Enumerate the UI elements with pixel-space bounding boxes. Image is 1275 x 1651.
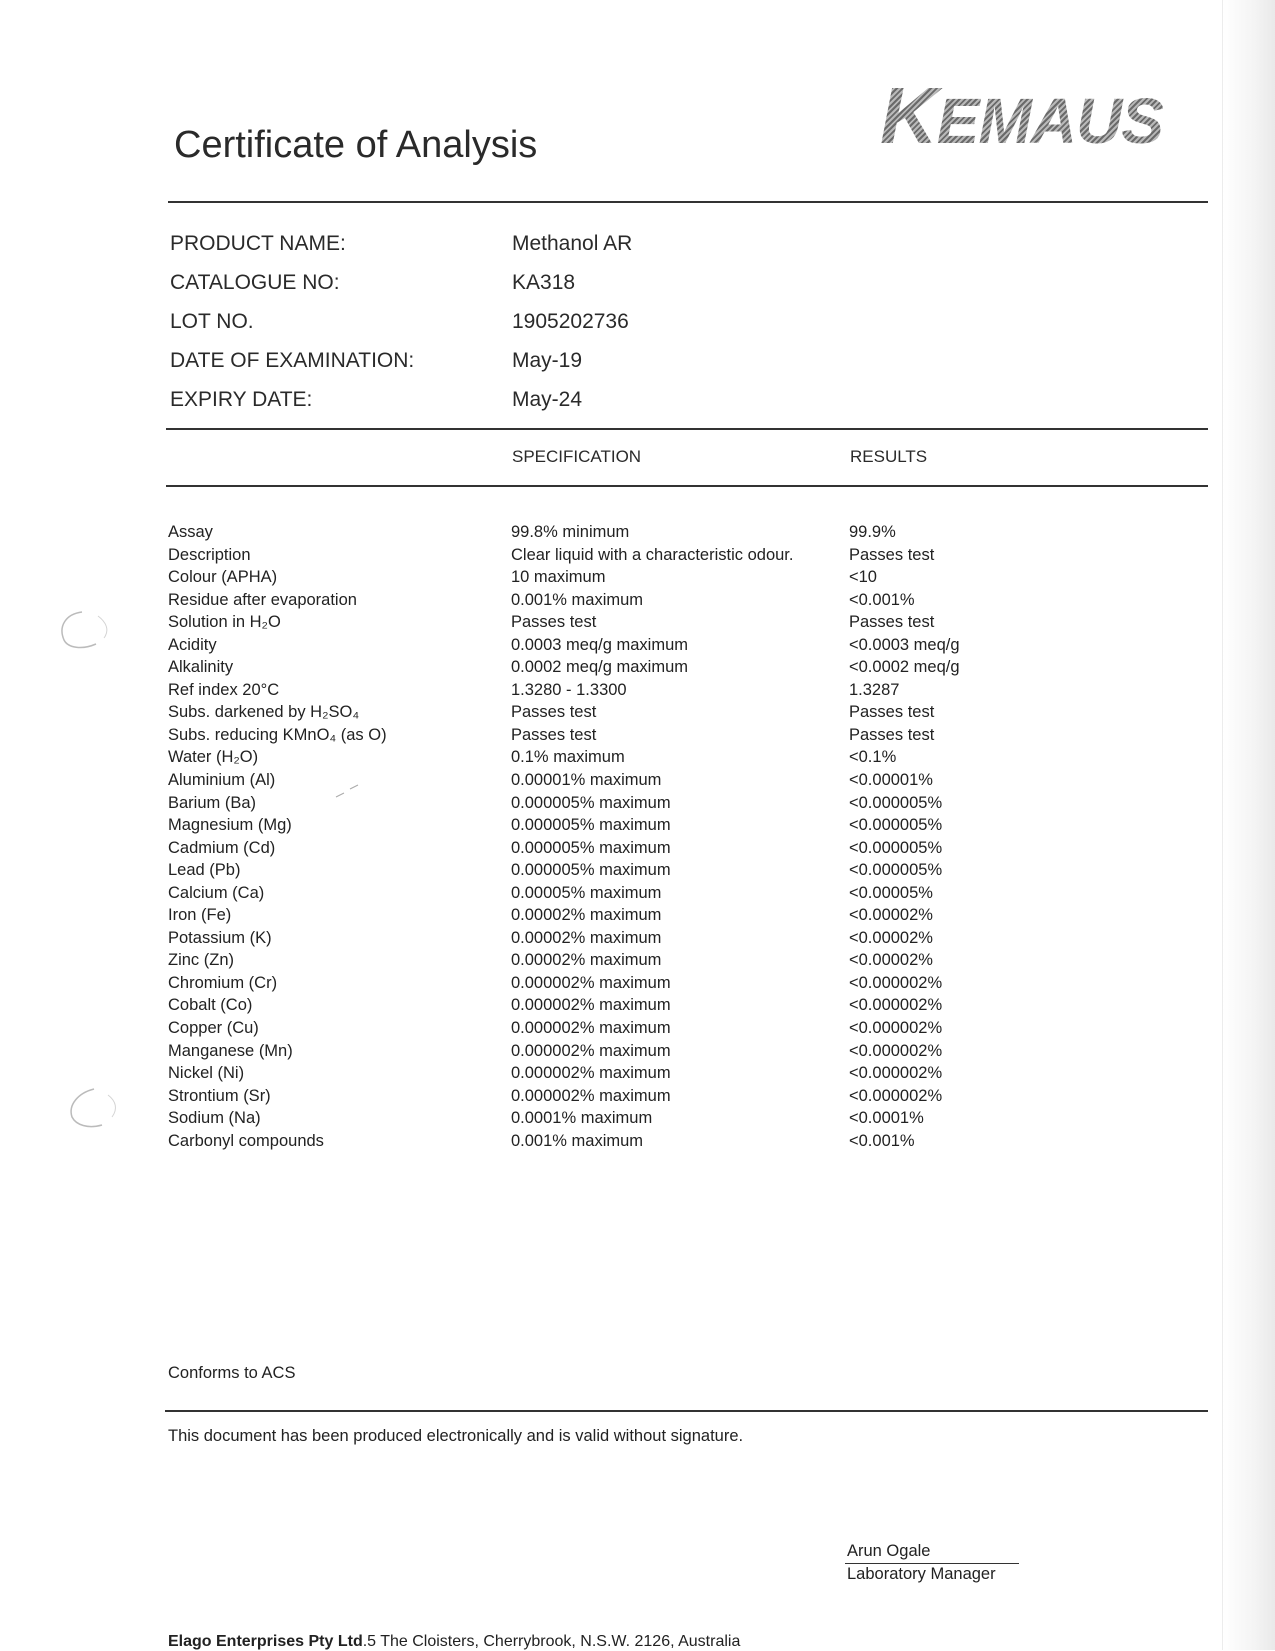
catalogue-no-label: CATALOGUE NO:: [170, 271, 340, 294]
specification-value: 0.000002% maximum: [511, 1086, 671, 1105]
result-value: Passes test: [849, 725, 935, 744]
result-value: Passes test: [849, 613, 935, 632]
table-row: [168, 1109, 1028, 1132]
table-row: [168, 591, 1028, 614]
test-name: Magnesium (Mg): [168, 816, 292, 835]
test-name: Zinc (Zn): [168, 951, 234, 970]
punch-hole-mark: [52, 606, 122, 654]
test-name: Cobalt (Co): [168, 996, 253, 1015]
result-value: <0.001%: [849, 1131, 915, 1150]
specification-value: 0.00002% maximum: [511, 906, 662, 925]
table-row: [168, 794, 1028, 817]
specification-value: 0.1% maximum: [511, 748, 625, 767]
test-name: Ref index 20°C: [168, 680, 280, 699]
specification-value: 0.00001% maximum: [511, 771, 662, 790]
table-row: [168, 951, 1028, 974]
results-header: RESULTS: [850, 447, 928, 466]
test-name: Sodium (Na): [168, 1109, 261, 1128]
test-name: Alkalinity: [168, 658, 234, 677]
result-value: <0.000005%: [849, 838, 943, 857]
test-name: Chromium (Cr): [168, 973, 278, 992]
lot-no-label: LOT NO.: [170, 310, 254, 333]
table-row: [168, 884, 1028, 907]
specification-value: 1.3280 - 1.3300: [511, 680, 627, 699]
test-name: Copper (Cu): [168, 1019, 259, 1038]
test-name: Carbonyl compounds: [168, 1131, 324, 1150]
table-row: [168, 658, 1028, 681]
table-row: [168, 681, 1028, 704]
specification-value: 0.000005% maximum: [511, 793, 671, 812]
signature-line: [845, 1563, 1019, 1564]
test-name: Description: [168, 545, 251, 564]
test-name: Barium (Ba): [168, 793, 257, 812]
test-name: Subs. reducing KMnO₄ (as O): [168, 725, 387, 744]
date-of-examination-value: May-19: [512, 349, 583, 372]
specification-value: 0.000005% maximum: [511, 816, 671, 835]
table-row: [168, 1132, 1028, 1155]
catalogue-no-value: KA318: [512, 271, 576, 294]
result-value: <0.0002 meq/g: [849, 658, 960, 677]
result-value: Passes test: [849, 545, 935, 564]
specification-value: 0.00005% maximum: [511, 883, 662, 902]
table-row: [168, 839, 1028, 862]
test-name: Colour (APHA): [168, 568, 278, 587]
specification-header: SPECIFICATION: [512, 447, 642, 466]
test-name: Residue after evaporation: [168, 590, 357, 609]
table-row: [168, 996, 1028, 1019]
test-name: Cadmium (Cd): [168, 838, 276, 857]
table-row: [168, 726, 1028, 749]
table-row: [168, 523, 1028, 546]
signatory-title: Laboratory Manager: [847, 1565, 996, 1583]
result-value: Passes test: [849, 703, 935, 722]
specification-value: Passes test: [511, 725, 597, 744]
result-value: <0.000002%: [849, 1064, 943, 1083]
result-value: <0.00002%: [849, 906, 933, 925]
result-value: <0.000005%: [849, 793, 943, 812]
specification-value: 0.000002% maximum: [511, 996, 671, 1015]
test-name: Iron (Fe): [168, 906, 232, 925]
lot-no-value: 1905202736: [512, 310, 629, 333]
conformance-statement: Conforms to ACS: [168, 1364, 296, 1382]
result-value: 1.3287: [849, 680, 900, 699]
table-row: [168, 748, 1028, 771]
specification-value: 0.001% maximum: [511, 590, 644, 609]
table-row: [168, 546, 1028, 569]
specification-value: 0.001% maximum: [511, 1131, 644, 1150]
table-row: [168, 613, 1028, 636]
result-value: <0.000005%: [849, 861, 943, 880]
specification-value: 0.000002% maximum: [511, 973, 671, 992]
table-row: [168, 703, 1028, 726]
table-row: [168, 1042, 1028, 1065]
result-value: <0.000002%: [849, 973, 943, 992]
table-row: [168, 1019, 1028, 1042]
test-name: Lead (Pb): [168, 861, 241, 880]
test-name: Water (H₂O): [168, 748, 259, 767]
table-row: [168, 568, 1028, 591]
result-value: <0.0003 meq/g: [849, 635, 960, 654]
footer-divider: [165, 1410, 1208, 1412]
test-name: Strontium (Sr): [168, 1086, 271, 1105]
table-row: [168, 1087, 1028, 1110]
result-value: <0.00001%: [849, 771, 933, 790]
page-edge-shadow: [1222, 0, 1275, 1650]
date-of-examination-label: DATE OF EXAMINATION:: [170, 349, 415, 372]
result-value: <0.0001%: [849, 1109, 924, 1128]
test-name: Manganese (Mn): [168, 1041, 293, 1060]
specification-value: 0.000002% maximum: [511, 1019, 671, 1038]
analysis-table: [168, 523, 1028, 1154]
scan-speck: [332, 783, 362, 801]
table-row: [168, 816, 1028, 839]
result-value: <0.001%: [849, 590, 915, 609]
specification-value: 0.0003 meq/g maximum: [511, 635, 688, 654]
result-value: <0.00005%: [849, 883, 933, 902]
specification-value: 0.00002% maximum: [511, 928, 662, 947]
specification-value: Passes test: [511, 703, 597, 722]
specification-value: Passes test: [511, 613, 597, 632]
info-divider: [166, 428, 1208, 430]
signatory-name: Arun Ogale: [847, 1542, 931, 1560]
table-header-divider: [166, 485, 1208, 487]
kemaus-logo: KEMAUS: [880, 71, 1163, 160]
result-value: <0.000002%: [849, 1041, 943, 1060]
header-divider: [168, 201, 1208, 203]
result-value: 99.9%: [849, 523, 896, 541]
specification-value: 0.0002 meq/g maximum: [511, 658, 688, 677]
test-name: Solution in H₂O: [168, 613, 281, 632]
test-name: Acidity: [168, 635, 217, 654]
table-row: [168, 1064, 1028, 1087]
specification-value: 0.000005% maximum: [511, 861, 671, 880]
specification-value: 0.000002% maximum: [511, 1041, 671, 1060]
specification-value: 0.000002% maximum: [511, 1064, 671, 1083]
result-value: <0.1%: [849, 748, 897, 767]
specification-value: 0.000005% maximum: [511, 838, 671, 857]
specification-value: 10 maximum: [511, 568, 606, 587]
test-name: Calcium (Ca): [168, 883, 265, 902]
product-name-value: Methanol AR: [512, 232, 633, 255]
result-value: <0.000002%: [849, 1086, 943, 1105]
expiry-date-value: May-24: [512, 388, 583, 411]
table-row: [168, 861, 1028, 884]
result-value: <0.00002%: [849, 928, 933, 947]
company-footer: [168, 1633, 740, 1651]
specification-value: 0.00002% maximum: [511, 951, 662, 970]
test-name: Aluminium (Al): [168, 771, 276, 790]
electronic-notice: This document has been produced electronically and is valid without signature.: [168, 1427, 744, 1445]
table-row: [168, 636, 1028, 659]
specification-value: 99.8% minimum: [511, 523, 630, 541]
company-name: Elago Enterprises Pty Ltd: [168, 1633, 363, 1650]
result-value: <0.00002%: [849, 951, 933, 970]
specification-value: 0.0001% maximum: [511, 1109, 653, 1128]
table-row: [168, 771, 1028, 794]
result-value: <10: [849, 568, 877, 587]
result-value: <0.000005%: [849, 816, 943, 835]
result-value: <0.000002%: [849, 996, 943, 1015]
product-name-label: PRODUCT NAME:: [170, 232, 346, 255]
test-name: Subs. darkened by H₂SO₄: [168, 703, 360, 722]
punch-hole-mark: [62, 1083, 132, 1133]
test-name: Nickel (Ni): [168, 1064, 245, 1083]
company-address: .5 The Cloisters, Cherrybrook, N.S.W. 2126, Australia: [362, 1633, 741, 1650]
expiry-date-label: EXPIRY DATE:: [170, 388, 313, 411]
table-row: [168, 974, 1028, 997]
table-row: [168, 929, 1028, 952]
test-name: Assay: [168, 523, 213, 541]
table-row: [168, 906, 1028, 929]
test-name: Potassium (K): [168, 928, 272, 947]
result-value: <0.000002%: [849, 1019, 943, 1038]
document-title: Certificate of Analysis: [174, 124, 538, 166]
specification-value: Clear liquid with a characteristic odour.: [511, 545, 794, 564]
